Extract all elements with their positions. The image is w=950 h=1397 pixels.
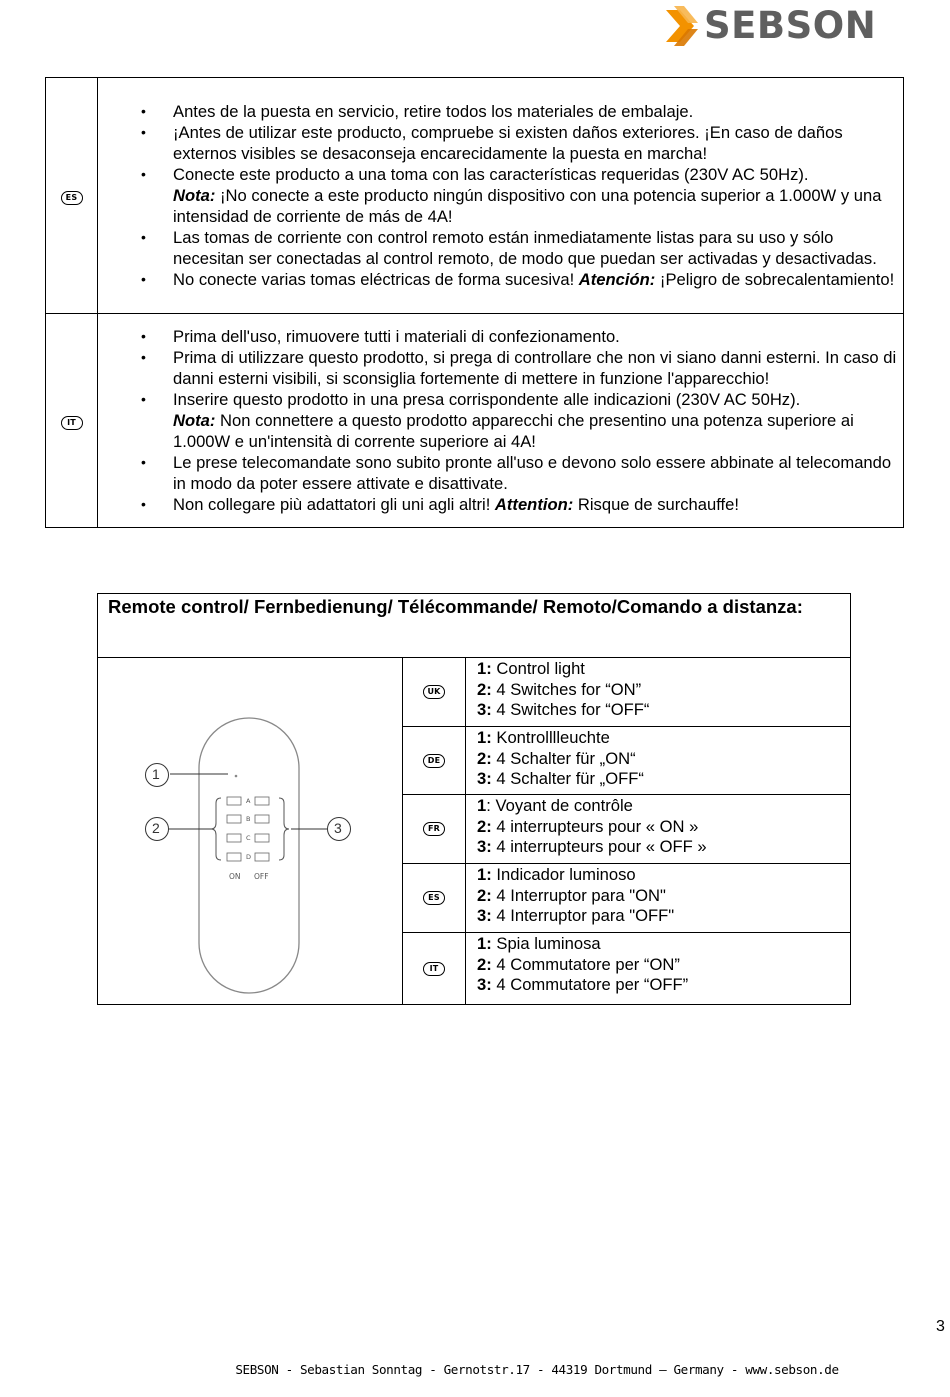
- list-item: • Non collegare più adattatori gli uni agli altri! Attention: Risque de surchauffe!: [98, 494, 897, 515]
- es-section: [46, 78, 904, 314]
- callout-1: 1: [152, 766, 160, 782]
- es-flag-icon: ES: [61, 191, 83, 205]
- it-section: [46, 314, 904, 528]
- legend-row-it: IT 1: Spia luminosa 2: 4 Commutatore per “ON” 3: 4 Commutatore per “OFF”: [403, 933, 851, 1005]
- fr-flag-icon: FR: [423, 822, 445, 836]
- list-item: • No conecte varias tomas eléctricas de forma sucesiva! Atención: ¡Peligro de sobrecalentamiento!: [98, 269, 897, 290]
- remote-control-table: [97, 593, 851, 1005]
- legend-row-es: ES 1: Indicador luminoso 2: 4 Interruptor para "ON" 3: 4 Interruptor para "OFF": [403, 864, 851, 933]
- list-item: • Las tomas de corriente con control remoto están inmediatamente listas para su uso y sólo necesitan ser conectadas al control remoto, de modo que puedan ser activadas y desactivadas.: [98, 227, 897, 269]
- de-flag-icon: DE: [423, 754, 445, 768]
- button-letter-d: D: [246, 853, 252, 861]
- sebson-logo: [664, 4, 890, 48]
- it-flag-icon: IT: [61, 416, 83, 430]
- it-list: [98, 326, 897, 515]
- button-letter-b: B: [246, 815, 251, 823]
- warning-label: Atención:: [578, 270, 656, 289]
- list-item: • ¡Antes de utilizar este producto, compruebe si existen daños exteriores. ¡En caso de daños externos visibles se desaconseja encarecidamente la puesta en marcha!: [98, 122, 897, 164]
- page-number: 3: [936, 1318, 945, 1335]
- safety-instructions-table: [45, 77, 904, 528]
- note-label: Nota:: [173, 411, 216, 430]
- list-item: • Inserire questo prodotto in una presa corrispondente alle indicazioni (230V AC 50Hz). Nota: Non connettere a questo prodotto apparecchi che presentino una potenza superiore ai 1.000W e un'intensità di corrente superiore ai 4A!: [98, 389, 897, 452]
- on-label: ON: [229, 872, 241, 881]
- button-letter-a: A: [246, 797, 251, 805]
- button-letter-c: C: [246, 834, 251, 842]
- sebson-chevron-icon: [664, 4, 704, 48]
- footer-text: SEBSON - Sebastian Sonntag - Gernotstr.17 - 44319 Dortmund – Germany - www.sebson.de: [235, 1362, 839, 1377]
- list-item: • Prima dell'uso, rimuovere tutti i materiali di confezionamento.: [98, 326, 897, 347]
- remote-control-icon: [98, 658, 403, 1005]
- remote-title: Remote control/ Fernbedienung/ Télécommande/ Remoto/Comando a distanza:: [98, 594, 850, 658]
- legend-row-uk: UK 1: Control light 2: 4 Switches for “ON” 3: 4 Switches for “OFF“: [403, 658, 851, 727]
- callout-2: 2: [152, 820, 160, 836]
- brand-name: SEBSON: [704, 4, 877, 47]
- callout-3: 3: [334, 820, 342, 836]
- list-item: • Prima di utilizzare questo prodotto, si prega di controllare che non vi siano danni esterni. In caso di danni esterni visibili, si sconsiglia fortemente di mettere in funzione l'apparecchio!: [98, 347, 897, 389]
- es-flag-icon: ES: [423, 891, 445, 905]
- warning-label: Attention:: [494, 495, 574, 514]
- remote-legend: [403, 658, 851, 1005]
- legend-row-fr: FR 1: Voyant de contrôle 2: 4 interrupteurs pour « ON » 3: 4 interrupteurs pour « OFF »: [403, 795, 851, 864]
- it-flag-icon: IT: [423, 962, 445, 976]
- list-item: • Conecte este producto a una toma con las características requeridas (230V AC 50Hz). Nota: ¡No conecte a este producto ningún dispositivo con una potencia superior a 1.000W y una intensidad de corriente de más de 4A!: [98, 164, 897, 227]
- list-item: • Le prese telecomandate sono subito pronte all'uso e devono solo essere abbinate al telecomando in modo da poter essere attivate e disattivate.: [98, 452, 897, 494]
- es-list: [98, 101, 897, 290]
- remote-illustration: [98, 658, 403, 1005]
- list-item: • Antes de la puesta en servicio, retire todos los materiales de embalaje.: [98, 101, 897, 122]
- off-label: OFF: [254, 872, 269, 881]
- note-label: Nota:: [173, 186, 216, 205]
- legend-row-de: DE 1: Kontrolllleuchte 2: 4 Schalter für „ON“ 3: 4 Schalter für „OFF“: [403, 727, 851, 795]
- uk-flag-icon: UK: [423, 685, 445, 699]
- footer: [0, 1362, 950, 1377]
